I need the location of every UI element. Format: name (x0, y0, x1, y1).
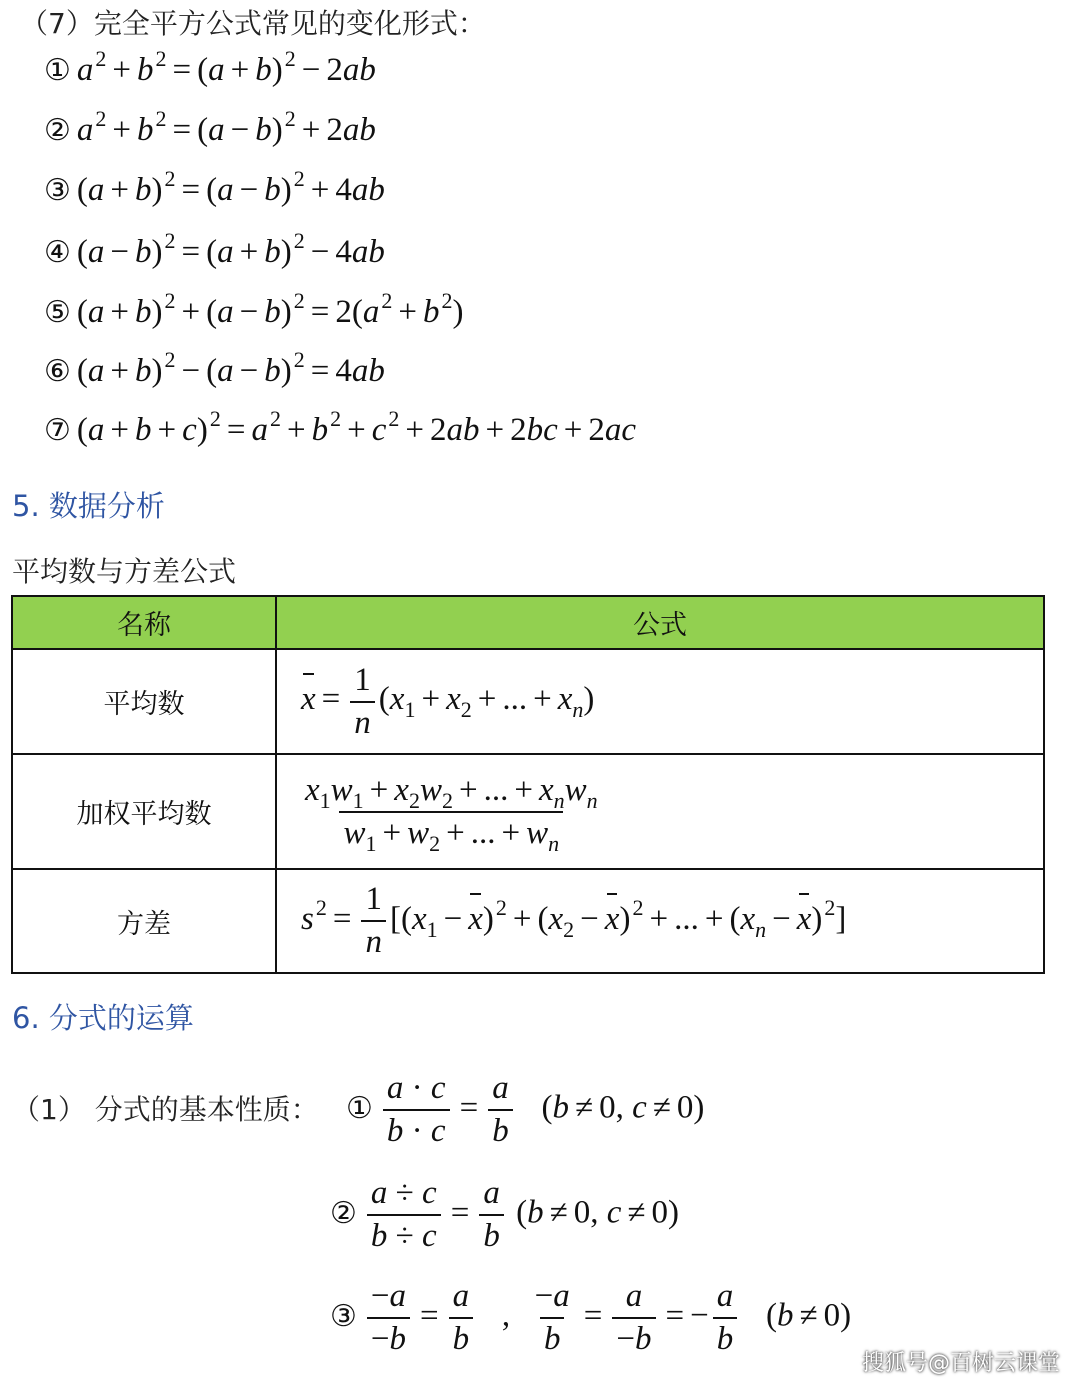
fraction-property-3: ③ $\frac{-a}{-b}$ = $\frac{a}{b}$ , $\frac{-a}{b}$ = $\frac{a}{-b}$ = − $\frac{a}{b}$ (b ≠ 0) (330, 1278, 852, 1357)
table-header-row (12, 596, 1044, 649)
header-formula: 公式 (276, 596, 1044, 649)
formula-4-marker: ④ (44, 235, 71, 270)
variance-formula: $s^2$ = $\frac{1}{n}$ [$(x_1 - x)^2 + (x_2 - x)^2$ + ... + $(x_n - x)^2$] (276, 869, 1044, 973)
formula-2-marker: ② (44, 113, 71, 148)
formula-7-marker: ⑦ (44, 413, 71, 448)
prop-1-marker: ① (346, 1090, 373, 1126)
formula-7: ⑦ $(a + b + c)^2 = a^2 + b^2 + c^2 + 2ab + 2bc + 2ac$ (44, 406, 637, 448)
table-row (12, 754, 1044, 869)
weighted-mean-formula: $\frac{x_1w_1 + x_2w_2 + ... + x_nw_n}{w_1 + w_2 + ... + w_n}$ (276, 754, 1044, 869)
formula-table (11, 595, 1045, 974)
table-row (12, 649, 1044, 754)
section7-title: （7）完全平方公式常见的变化形式： (20, 7, 486, 40)
section5-heading: 5. 数据分析 (12, 489, 165, 523)
formula-3: ③ $(a + b)^2 = (a - b)^2 + 4ab$ (44, 166, 385, 208)
section6-prop-label: （1） 分式的基本性质： (12, 1093, 319, 1126)
formula-3-marker: ③ (44, 173, 71, 208)
formula-4: ④ $(a - b)^2 = (a + b)^2 - 4ab$ (44, 228, 385, 270)
formula-6-marker: ⑥ (44, 354, 71, 389)
fraction-property-1: ① $\frac{a \cdot c}{b \cdot c}$ = $\frac{a}{b}$ (b ≠ 0, c ≠ 0) (346, 1070, 705, 1149)
row-name-variance: 方差 (12, 869, 276, 973)
watermark: 搜狐号@百树云课堂 (862, 1351, 1061, 1376)
prop-3-marker: ③ (330, 1298, 357, 1334)
prop-2-marker: ② (330, 1195, 357, 1231)
formula-5: ⑤ $(a + b)^2 + (a - b)^2 = 2(a^2 + b^2)$ (44, 288, 464, 330)
mean-formula: x = $\frac{1}{n}$ ($x_1 + x_2$ + ... + $x_n$) (276, 649, 1044, 754)
fraction-property-2: ② $\frac{a \div c}{b \div c}$ = $\frac{a}{b}$ (b ≠ 0, c ≠ 0) (330, 1175, 679, 1254)
section5-subtitle: 平均数与方差公式 (12, 555, 237, 588)
row-name-weighted-mean: 加权平均数 (12, 754, 276, 869)
header-name: 名称 (12, 596, 276, 649)
table-row (12, 869, 1044, 973)
formula-5-marker: ⑤ (44, 295, 71, 330)
row-name-mean: 平均数 (12, 649, 276, 754)
formula-1-marker: ① (44, 53, 71, 88)
formula-2: ② $a^2 + b^2 = (a - b)^2 + 2ab$ (44, 106, 376, 148)
section6-heading: 6. 分式的运算 (12, 1001, 194, 1035)
formula-1: ① $a^2 + b^2 = (a + b)^2 - 2ab$ (44, 46, 376, 88)
formula-6: ⑥ $(a + b)^2 - (a - b)^2 = 4ab$ (44, 347, 385, 389)
